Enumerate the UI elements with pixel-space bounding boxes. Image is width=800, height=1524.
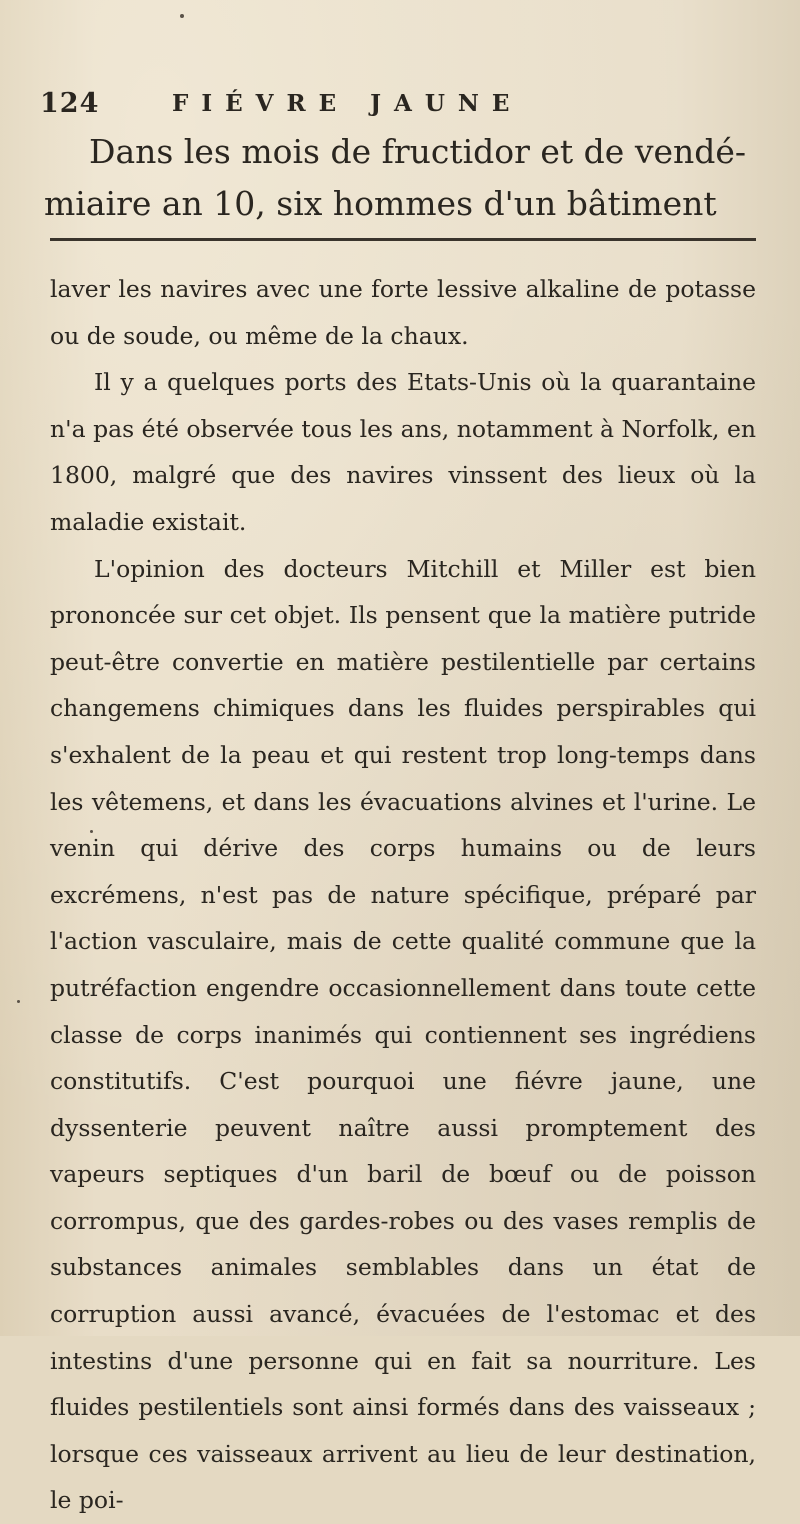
running-head: FIÉVRE JAUNE xyxy=(172,90,523,117)
excerpt-line-1: Dans les mois de fructidor et de vendé- xyxy=(89,132,747,171)
page-header xyxy=(40,88,740,128)
paragraph-1: laver les navires avec une forte lessive alkaline de potasse ou de soude, ou même de la chaux. xyxy=(50,275,756,350)
excerpt-line-2: miaire an 10, six hommes d'un bâtiment xyxy=(44,184,717,223)
ink-speck xyxy=(180,14,184,18)
body-text xyxy=(50,266,756,1524)
ink-speck xyxy=(90,830,93,833)
paragraph-2: Il y a quelques ports des Etats-Unis où la quarantaine n'a pas été observée tous les ans, notamment à Norfolk, en 1800, malgré que des navires vinssent des lieux où la maladie existait. xyxy=(50,368,756,536)
pasted-excerpt xyxy=(44,126,764,230)
ink-speck xyxy=(17,1000,20,1003)
page-number: 124 xyxy=(40,88,100,119)
divider-rule xyxy=(50,238,756,241)
paragraph-3: L'opinion des docteurs Mitchill et Miller est bien prononcée sur cet objet. Ils pensent que la matière putride peut-être convertie en matière pestilentielle par certains changemens chimiques dans les fluides perspirables qui s'exhalent de la peau et qui restent trop long-temps dans les vêtemens, et dans les évacuations alvines et l'urine. Le venin qui dérive des corps humains ou de leurs excrémens, n'est pas de nature spécifique, préparé par l'action vasculaire, mais de cette qualité commune que la putréfaction engendre occasionnellement dans toute cette classe de corps inanimés qui contiennent ses ingrédiens constitutifs. C'est pourquoi une fiévre jaune, une dyssenterie peuvent naître aussi promptement des vapeurs septiques d'un baril de bœuf ou de poisson corrompus, que des gardes-robes ou des vases remplis de substances animales semblables dans un état de corruption aussi avancé, évacuées de l'estomac et des intestins d'une personne qui en fait sa nourriture. Les fluides pestilentiels sont ainsi formés dans des vaisseaux ; lorsque ces vaisseaux arrivent au lieu de leur destination, le poi- xyxy=(50,554,756,1515)
